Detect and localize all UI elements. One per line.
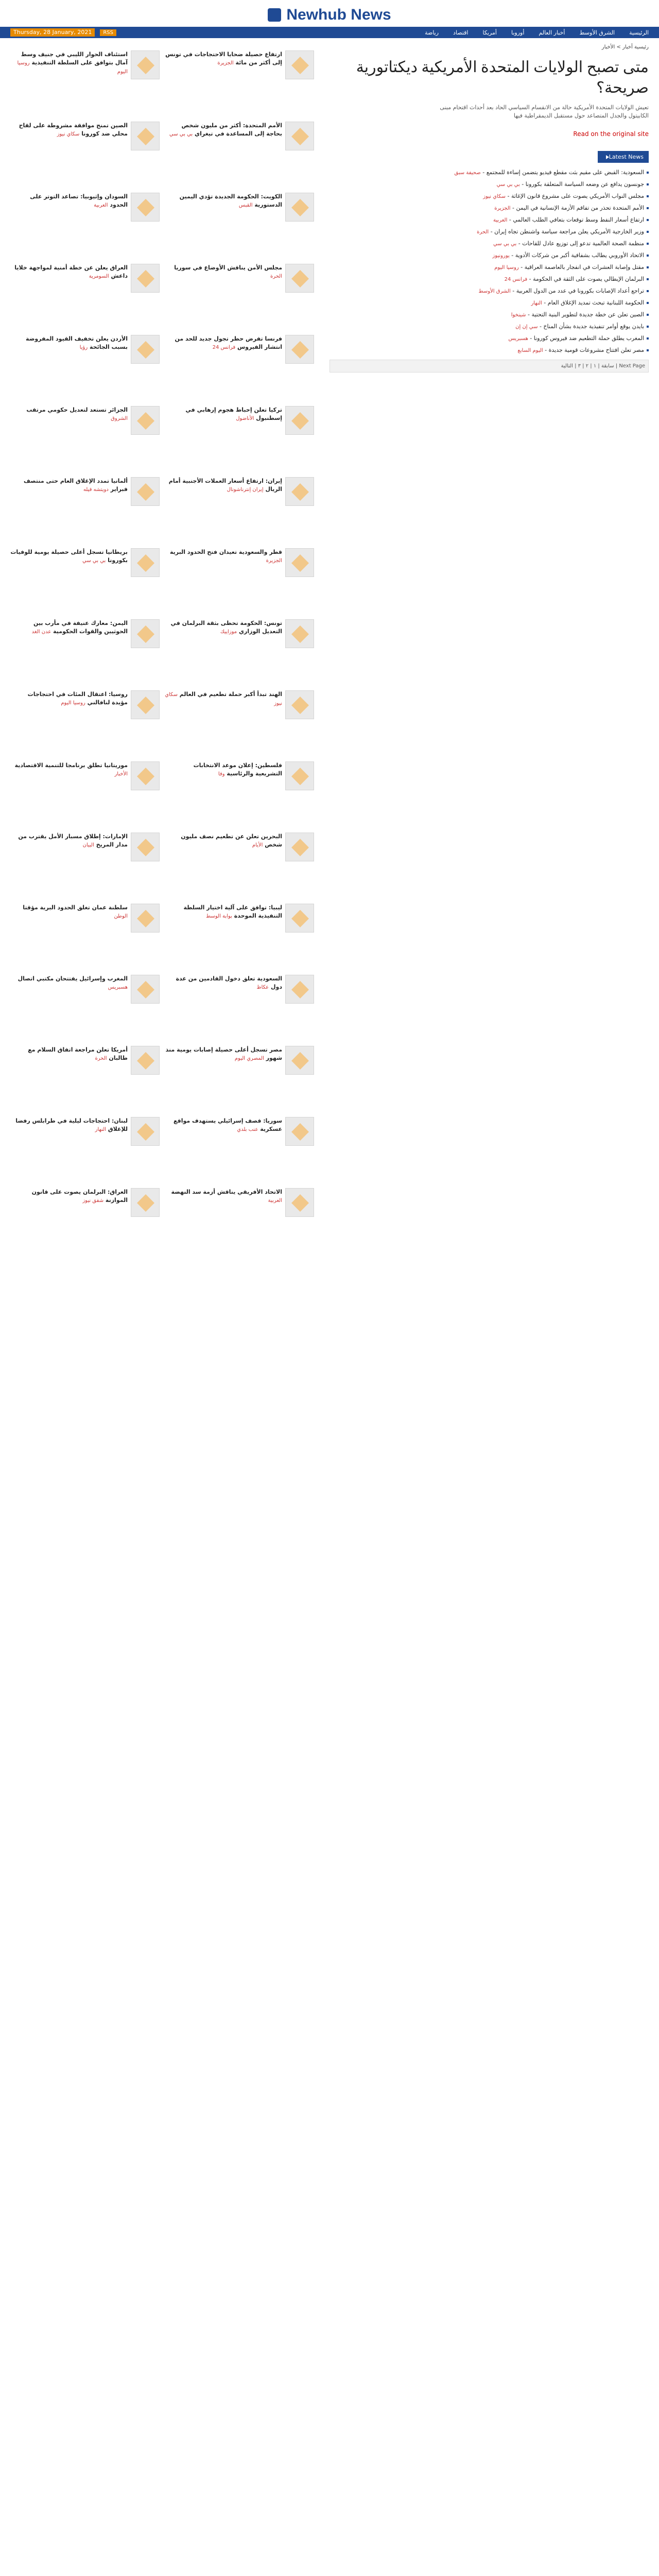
site-logo[interactable]: [268, 6, 391, 24]
thumbnail-image[interactable]: [285, 690, 314, 719]
card-title[interactable]: تركيا تعلن إحباط هجوم إرهابي في إسطنبول الأناضول: [185, 406, 282, 421]
thumbnail-image[interactable]: [131, 548, 160, 577]
list-item-title[interactable]: منظمة الصحة العالمية تدعو إلى توزيع عادل للقاحات -: [516, 240, 644, 247]
card-source: سكاي نيوز: [165, 692, 282, 706]
list-item-title[interactable]: مجلس النواب الأمريكي يصوت على مشروع قانون الإغاثة -: [505, 193, 644, 199]
breadcrumb[interactable]: رئيسية أخبار > الأخبار: [601, 44, 649, 50]
list-item[interactable]: [330, 262, 649, 274]
card-title[interactable]: الصين تمنح موافقة مشروطة على لقاح محلي ضد كورونا سكاي نيوز: [19, 122, 128, 137]
list-item-title[interactable]: البرلمان الإيطالي يصوت على الثقة في الحكومة -: [527, 276, 644, 282]
card-row: [10, 1117, 314, 1179]
card-source: عدن الغد: [31, 629, 51, 635]
card-source: روسيا اليوم: [61, 700, 85, 706]
nav-item-1[interactable]: الشرق الأوسط: [579, 29, 615, 36]
card-source: روسيا اليوم: [17, 60, 128, 75]
card-source: شفق نيوز: [82, 1198, 104, 1204]
card-source: بوابة الوسط: [206, 913, 232, 919]
card-title[interactable]: السعودية تعلق دخول القادمين من عدة دول عكاظ: [176, 975, 282, 990]
card-title[interactable]: البحرين تعلن عن تطعيم نصف مليون شخص الأيام: [181, 833, 282, 848]
thumbnail-image[interactable]: [285, 975, 314, 1004]
card-title[interactable]: الجزائر تستعد لتعديل حكومي مرتقب الشروق: [26, 406, 128, 421]
card-source: سكاي نيوز: [57, 131, 80, 137]
news-card[interactable]: [10, 193, 160, 255]
news-card[interactable]: [10, 264, 160, 326]
thumbnail-image[interactable]: [131, 904, 160, 933]
list-item-source: فرانس 24: [504, 277, 528, 282]
card-source: الأناضول: [236, 416, 254, 421]
bullet-icon: [647, 207, 649, 209]
bullet-icon: [647, 314, 649, 316]
list-item-source: هسبريس: [508, 336, 528, 342]
card-title[interactable]: سلطنة عمان تغلق الحدود البرية مؤقتا الوطن: [23, 904, 128, 919]
news-card[interactable]: [165, 975, 314, 1037]
card-title[interactable]: إيران: ارتفاع أسعار العملات الأجنبية أمام الريال إيران إنترناشونال: [168, 478, 282, 493]
news-card[interactable]: [165, 50, 314, 112]
card-source: فرانس 24: [212, 345, 236, 350]
news-card[interactable]: [10, 406, 160, 468]
thumbnail-image[interactable]: [285, 406, 314, 435]
list-item-source: سكاي نيوز: [483, 194, 506, 199]
list-item-title[interactable]: مصر تعلن افتتاح مشروعات قومية جديدة -: [543, 347, 644, 353]
card-row: [10, 833, 314, 894]
list-item[interactable]: [330, 250, 649, 262]
card-title[interactable]: العراق يعلن عن خطة أمنية لمواجهة خلايا داعش السومرية: [14, 264, 128, 279]
card-row: [10, 619, 314, 681]
list-item[interactable]: [330, 309, 649, 321]
list-item-source: سي إن إن: [515, 324, 538, 330]
list-item-title[interactable]: الصين تعلن عن خطة جديدة لتطوير البنية التحتية -: [526, 311, 644, 318]
news-card[interactable]: [165, 548, 314, 610]
thumbnail-image[interactable]: [131, 122, 160, 150]
thumbnail-image[interactable]: [131, 264, 160, 293]
card-row: [10, 122, 314, 183]
bullet-icon: [647, 302, 649, 304]
list-item-title[interactable]: تراجع أعداد الإصابات بكورونا في عدد من الدول العربية -: [510, 287, 644, 294]
thumbnail-image[interactable]: [285, 904, 314, 933]
thumbnail-image[interactable]: [131, 833, 160, 861]
thumbnail-image[interactable]: [131, 193, 160, 222]
list-item-source: العربية: [493, 217, 508, 223]
list-item-source: صحيفة سبق: [454, 170, 481, 176]
bullet-icon: [647, 183, 649, 185]
card-source: المصري اليوم: [234, 1056, 264, 1061]
nav-bar: [0, 27, 659, 38]
site-header: [0, 0, 659, 26]
bullet-icon: [647, 337, 649, 340]
logo-text: Newhub News: [286, 6, 391, 23]
card-row: [10, 690, 314, 752]
thumbnail-image[interactable]: [285, 122, 314, 150]
bullet-icon: [647, 349, 649, 351]
thumbnail-image[interactable]: [285, 335, 314, 364]
bullet-icon: [647, 231, 649, 233]
card-title[interactable]: قطر والسعودية تعيدان فتح الحدود البرية الجزيرة: [169, 549, 282, 564]
bullet-icon: [647, 195, 649, 197]
latest-news-label: Latest News: [609, 154, 644, 160]
thumbnail-image[interactable]: [131, 1188, 160, 1217]
list-item[interactable]: [330, 191, 649, 202]
list-item[interactable]: [330, 214, 649, 226]
latest-news-list: [330, 167, 649, 357]
thumbnail-image[interactable]: [131, 1046, 160, 1075]
thumbnail-image[interactable]: [285, 50, 314, 79]
news-card[interactable]: [10, 50, 160, 112]
card-source: الأيام: [252, 842, 263, 848]
nav-item-2[interactable]: أخبار العالم: [539, 29, 565, 36]
list-item[interactable]: [330, 321, 649, 333]
list-item-source: روسيا اليوم: [494, 265, 519, 270]
thumbnail-image[interactable]: [285, 833, 314, 861]
card-title[interactable]: مجلس الأمن يناقش الأوضاع في سوريا الحرة: [174, 264, 282, 279]
card-source: الجزيرة: [217, 60, 234, 66]
list-item[interactable]: [330, 202, 649, 214]
card-title[interactable]: ألمانيا تمدد الإغلاق العام حتى منتصف فبراير دويتشه فيله: [23, 478, 128, 493]
news-card[interactable]: [165, 264, 314, 326]
thumbnail-image[interactable]: [285, 1117, 314, 1146]
card-title[interactable]: المغرب وإسرائيل يفتتحان مكتبي اتصال هسبريس: [18, 975, 128, 990]
card-title[interactable]: تونس: الحكومة تحظى بثقة البرلمان في التعديل الوزاري موزاييك: [170, 620, 282, 635]
nav-item-0[interactable]: الرئيسية: [629, 29, 649, 36]
card-source: القبس: [238, 202, 253, 208]
list-item[interactable]: [330, 167, 649, 179]
nav-item-6[interactable]: رياضة: [425, 29, 439, 36]
news-card[interactable]: [165, 193, 314, 255]
news-card[interactable]: [10, 477, 160, 539]
news-card[interactable]: [165, 619, 314, 681]
card-source: الحرة: [270, 274, 282, 279]
card-row: [10, 904, 314, 965]
card-title[interactable]: مصر تسجل أعلى حصيلة إصابات يومية منذ شهور المصري اليوم: [165, 1046, 282, 1061]
list-item[interactable]: [330, 238, 649, 250]
card-title[interactable]: ليبيا: توافق على آلية اختيار السلطة التنفيذية الموحدة بوابة الوسط: [183, 904, 282, 919]
list-item-source: الشرق الأوسط: [478, 289, 511, 294]
card-row: [10, 193, 314, 255]
news-card[interactable]: [10, 833, 160, 894]
list-item-source: شينخوا: [511, 312, 526, 318]
bullet-icon: [647, 219, 649, 221]
thumbnail-image[interactable]: [285, 548, 314, 577]
news-card[interactable]: [165, 1188, 314, 1250]
card-title[interactable]: ارتفاع حصيلة ضحايا الاحتجاجات في تونس إلى أكثر من مائة الجزيرة: [165, 51, 282, 66]
thumbnail-image[interactable]: [131, 50, 160, 79]
read-original-link[interactable]: Read on the original site: [573, 130, 649, 138]
article-column: [330, 38, 649, 372]
list-item-title[interactable]: المغرب يطلق حملة التطعيم ضد فيروس كورونا -: [528, 335, 644, 342]
card-row: [10, 406, 314, 468]
date-label: Thursday, 28 January, 2021: [10, 28, 95, 37]
card-source: الجزيرة: [266, 558, 282, 564]
news-card[interactable]: [10, 548, 160, 610]
list-item-title[interactable]: مقتل وإصابة العشرات في انفجار بالعاصمة العراقية -: [518, 264, 644, 270]
list-item-source: يورونيوز: [492, 253, 510, 259]
card-title[interactable]: فلسطين: إعلان موعد الانتخابات التشريعية والرئاسية وفا: [193, 762, 282, 777]
list-item[interactable]: [330, 345, 649, 357]
news-card[interactable]: [10, 335, 160, 397]
thumbnail-image[interactable]: [285, 619, 314, 648]
article-summary: تعيش الولايات المتحدة الأمريكية حالة من الانقسام السياسي الحاد بعد أحداث اقتحام مبنى الكابيتول والجدل المتصاعد حول مستقبل الديمقراطية فيها: [440, 104, 649, 119]
news-card[interactable]: [165, 406, 314, 468]
card-source: الحرة: [95, 1056, 107, 1061]
card-source: البيان: [82, 842, 94, 848]
thumbnail-image[interactable]: [285, 264, 314, 293]
card-source: بي بي سي: [169, 131, 193, 137]
news-card[interactable]: [165, 477, 314, 539]
thumbnail-image[interactable]: [131, 975, 160, 1004]
card-title[interactable]: أمريكا تعلن مراجعة اتفاق السلام مع طالبان الحرة: [28, 1046, 128, 1061]
card-row: [10, 548, 314, 610]
card-title[interactable]: لبنان: احتجاجات ليلية في طرابلس رفضا للإغلاق النهار: [15, 1117, 128, 1132]
thumbnail-image[interactable]: [285, 1046, 314, 1075]
card-source: الوطن: [114, 913, 128, 919]
card-title[interactable]: الإمارات: إطلاق مسبار الأمل يقترب من مدار المريخ البيان: [18, 833, 128, 848]
nav-item-3[interactable]: أوروبا: [511, 29, 525, 36]
card-row: [10, 335, 314, 397]
card-source: إيران إنترناشونال: [227, 487, 264, 493]
thumbnail-image[interactable]: [131, 761, 160, 790]
bullet-icon: [647, 243, 649, 245]
list-item-source: اليوم السابع: [517, 348, 543, 353]
news-card[interactable]: [10, 619, 160, 681]
news-card[interactable]: [10, 761, 160, 823]
card-title[interactable]: بريطانيا تسجل أعلى حصيلة يومية للوفيات بكورونا بي بي سي: [10, 549, 128, 564]
bullet-icon: [647, 278, 649, 280]
list-item[interactable]: [330, 333, 649, 345]
latest-news-header: [598, 151, 649, 163]
card-title[interactable]: اليمن: معارك عنيفة في مأرب بين الحوثيين والقوات الحكومية عدن الغد: [31, 620, 128, 635]
list-item[interactable]: [330, 285, 649, 297]
rss-link[interactable]: RSS: [100, 29, 116, 36]
nav-item-5[interactable]: اقتصاد: [453, 29, 469, 36]
card-title[interactable]: الكويت: الحكومة الجديدة تؤدي اليمين الدستورية القبس: [179, 193, 282, 208]
card-title[interactable]: سوريا: قصف إسرائيلي يستهدف مواقع عسكرية عنب بلدي: [173, 1117, 282, 1132]
news-card[interactable]: [10, 690, 160, 752]
news-card[interactable]: [165, 1046, 314, 1108]
card-source: موزاييك: [220, 629, 237, 635]
thumbnail-image[interactable]: [131, 335, 160, 364]
list-item[interactable]: [330, 226, 649, 238]
list-item-source: الحرة: [477, 229, 489, 235]
news-card[interactable]: [10, 904, 160, 965]
list-item-title[interactable]: بايدن يوقع أوامر تنفيذية جديدة بشأن المناخ -: [537, 323, 644, 330]
news-card[interactable]: [10, 122, 160, 183]
card-title[interactable]: موريتانيا تطلق برنامجا للتنمية الاقتصادية الأخبار: [14, 762, 128, 777]
card-title[interactable]: الأمم المتحدة: أكثر من مليون شخص بحاجة إلى المساعدة في تيغراي بي بي سي: [169, 122, 282, 137]
pager[interactable]: Next Page | سابقة | ١ | ٢ | ٣ | التالية: [330, 360, 649, 372]
bullet-icon: [647, 290, 649, 292]
thumbnail-image[interactable]: [131, 619, 160, 648]
list-item-title[interactable]: وزير الخارجية الأمريكي يعلن مراجعة سياسة واشنطن تجاه إيران -: [489, 228, 644, 235]
bullet-icon: [647, 172, 649, 174]
card-title[interactable]: الأردن يعلن تخفيف القيود المفروضة بسبب الجائحة رؤيا: [26, 335, 128, 350]
card-source: دويتشه فيله: [83, 487, 109, 493]
list-item-title[interactable]: جونسون يدافع عن وضعه السياسة المتعلقة بكورونا -: [519, 181, 644, 188]
list-item-source: بي بي سي: [496, 182, 520, 188]
card-source: هسبريس: [108, 985, 128, 990]
news-grid: [10, 43, 314, 1250]
thumbnail-image[interactable]: [285, 761, 314, 790]
card-title[interactable]: الاتحاد الأفريقي يناقش أزمة سد النهضة العربية: [171, 1189, 282, 1204]
news-card[interactable]: [165, 690, 314, 752]
card-source: الشروق: [111, 416, 128, 421]
nav-item-4[interactable]: أمريكا: [482, 29, 497, 36]
card-title[interactable]: فرنسا تفرض حظر تجول جديد للحد من انتشار الفيروس فرانس 24: [175, 335, 282, 350]
card-title[interactable]: روسيا: اعتقال المئات في احتجاجات مؤيدة لنافالني روسيا اليوم: [27, 691, 128, 706]
bullet-icon: [647, 326, 649, 328]
card-row: [10, 1046, 314, 1108]
news-card[interactable]: [10, 1117, 160, 1179]
card-row: [10, 1188, 314, 1250]
list-item[interactable]: [330, 297, 649, 309]
news-card[interactable]: [165, 904, 314, 965]
list-item-title[interactable]: الأمم المتحدة تحذر من تفاقم الأزمة الإنسانية في اليمن -: [510, 205, 644, 211]
list-item-title[interactable]: ارتفاع أسعار النفط وسط توقعات بتعافي الطلب العالمي -: [507, 216, 644, 223]
main-content: [0, 38, 659, 2576]
card-source: الأخبار: [114, 771, 128, 777]
card-title[interactable]: السودان وإثيوبيا: تصاعد التوتر على الحدود العربية: [30, 193, 128, 208]
news-card[interactable]: [165, 122, 314, 183]
nav-links: [425, 29, 649, 36]
card-row: [10, 50, 314, 112]
card-source: العربية: [268, 1198, 282, 1204]
bullet-icon: [647, 266, 649, 268]
list-item-source: النهار: [531, 300, 542, 306]
card-title[interactable]: الهند تبدأ أكبر حملة تطعيم في العالم سكاي نيوز: [165, 691, 282, 706]
list-item-title[interactable]: الحكومة اللبنانية تبحث تمديد الإغلاق العام -: [542, 299, 644, 306]
news-card[interactable]: [10, 1046, 160, 1108]
thumbnail-image[interactable]: [131, 406, 160, 435]
news-card[interactable]: [10, 975, 160, 1037]
thumbnail-image[interactable]: [285, 477, 314, 506]
logo-icon: [268, 8, 281, 22]
card-title[interactable]: استئناف الحوار الليبي في جنيف وسط آمال بتوافق على السلطة التنفيذية روسيا اليوم: [17, 51, 128, 75]
news-card[interactable]: [165, 833, 314, 894]
news-card[interactable]: [10, 1188, 160, 1250]
card-source: رؤيا: [79, 345, 88, 350]
list-item[interactable]: [330, 274, 649, 285]
card-row: [10, 761, 314, 823]
list-item-title[interactable]: السعودية: القبض على مقيم بثت مقطع فيديو يتضمن إساءة للمجتمع -: [480, 169, 644, 176]
card-row: [10, 264, 314, 326]
card-row: [10, 975, 314, 1037]
bullet-icon: [647, 255, 649, 257]
article-title: متى تصبح الولايات المتحدة الأمريكية ديكتاتورية صريحة؟: [356, 59, 649, 96]
thumbnail-image[interactable]: [285, 193, 314, 222]
thumbnail-image[interactable]: [131, 1117, 160, 1146]
list-item-title[interactable]: الاتحاد الأوروبي يطالب بشفافية أكبر من شركات الأدوية -: [509, 252, 644, 259]
card-title[interactable]: العراق: البرلمان يصوت على قانون الموازنة شفق نيوز: [31, 1189, 128, 1204]
list-item-source: بي بي سي: [493, 241, 517, 247]
thumbnail-image[interactable]: [131, 690, 160, 719]
card-source: العربية: [94, 202, 108, 208]
news-card[interactable]: [165, 761, 314, 823]
news-card[interactable]: [165, 1117, 314, 1179]
list-item[interactable]: [330, 179, 649, 191]
card-source: السومرية: [89, 274, 109, 279]
card-source: عنب بلدي: [237, 1127, 258, 1132]
card-row: [10, 477, 314, 539]
card-source: النهار: [95, 1127, 106, 1132]
list-item-source: الجزيرة: [494, 206, 511, 211]
card-source: عكاظ: [256, 985, 269, 990]
card-source: وفا: [218, 771, 225, 777]
cards-container: [10, 50, 314, 1250]
news-card[interactable]: [165, 335, 314, 397]
thumbnail-image[interactable]: [131, 477, 160, 506]
card-source: بي بي سي: [82, 558, 106, 564]
thumbnail-image[interactable]: [285, 1188, 314, 1217]
